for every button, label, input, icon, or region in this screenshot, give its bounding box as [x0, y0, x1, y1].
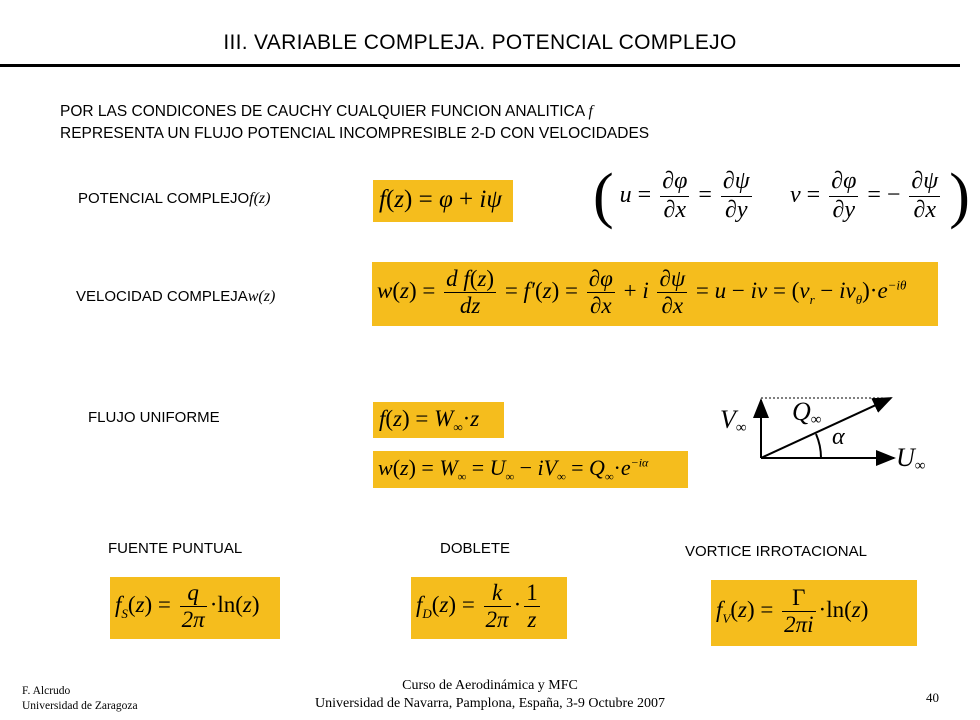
fuente-label: FUENTE PUNTUAL — [108, 540, 243, 557]
footer-author: F. Alcrudo — [22, 685, 71, 697]
intro-text — [60, 101, 649, 145]
fuente-formula-box — [110, 577, 280, 639]
velocidad-formula: w(z) = $\frac{\text{d f(z)}}{dz}$ = f′(z) = $\frac{\partial\varphi}{\partial x}$ + i $\frac{\partial\psi}{\partial x}$ = u − iv = $(v_r - iv_\theta)\cdot e^{-i\theta}$ — [377, 266, 907, 319]
vortice-formula-box — [711, 580, 917, 646]
doblete-label: DOBLETE — [440, 540, 511, 557]
alpha-label: α — [832, 424, 845, 450]
uniforme-formula2: $w(z) = W_\infty = U_\infty - iV_\infty = Q_\infty\cdot e^{-i\alpha}$ — [378, 455, 649, 484]
footer-venue: Universidad de Navarra, Pamplona, España, 3-9 Octubre 2007 — [315, 696, 665, 711]
doblete-formula-box — [411, 577, 567, 639]
velocity-vector-diagram — [714, 386, 940, 476]
vortice-label: VORTICE IRROTACIONAL — [685, 543, 867, 560]
q-resultant-arrow — [761, 398, 891, 458]
uniforme-formula2-box — [373, 451, 688, 488]
title-rule — [0, 64, 960, 67]
intro-line1-var: f — [588, 103, 593, 120]
uniforme-formula1: $f(z) = W_\infty\cdot z$ — [379, 406, 480, 435]
footer-course-block — [0, 677, 980, 713]
potencial-label — [78, 190, 270, 208]
potencial-label-var: f(z) — [249, 190, 271, 207]
vortice-formula: $f_V(z)$ = $\frac{\Gamma}{2\pi i}$ ·ln(z) — [716, 585, 869, 638]
slide-title: III. VARIABLE COMPLEJA. POTENCIAL COMPLEJO — [223, 31, 737, 54]
cauchy-v-formula: v = $\frac{\partial\varphi}{\partial y}$ = − $\frac{\partial\psi}{\partial x}$ ) — [790, 162, 970, 230]
velocidad-label-text: VELOCIDAD COMPLEJA — [76, 288, 248, 305]
page-number: 40 — [926, 690, 939, 705]
footer-institution: Universidad de Zaragoza — [22, 700, 138, 712]
intro-line1: POR LAS CONDICONES DE CAUCHY CUALQUIER FUNCION ANALITICA — [60, 103, 585, 120]
alpha-arc — [816, 434, 821, 458]
footer-course: Curso de Aerodinámica y MFC — [402, 678, 578, 693]
velocidad-formula-box — [372, 262, 938, 326]
velocidad-label-var: w(z) — [247, 288, 276, 305]
u-label: U∞ — [896, 443, 926, 474]
intro-line2: REPRESENTA UN FLUJO POTENCIAL INCOMPRESIBLE 2-D CON VELOCIDADES — [60, 125, 650, 142]
potencial-formula-box — [373, 180, 513, 222]
potencial-formula: f(z) = φ + iψ — [379, 186, 502, 213]
fuente-formula: $f_S(z)$ = $\frac{q}{2\pi}$ ·ln(z) — [115, 580, 260, 633]
q-label: Q∞ — [792, 397, 822, 428]
velocidad-label — [76, 288, 275, 306]
v-label: V∞ — [720, 405, 747, 436]
doblete-formula: $f_D(z)$ = $\frac{k}{2\pi}$ · $\frac{1}{z}$ — [416, 580, 538, 633]
uniforme-label: FLUJO UNIFORME — [88, 409, 220, 426]
potencial-label-text: POTENCIAL COMPLEJO — [78, 190, 250, 207]
uniforme-formula1-box — [373, 402, 504, 438]
cauchy-u-formula: ( u = $\frac{\partial\varphi}{\partial x}$ = $\frac{\partial\psi}{\partial y}$ — [593, 162, 750, 230]
